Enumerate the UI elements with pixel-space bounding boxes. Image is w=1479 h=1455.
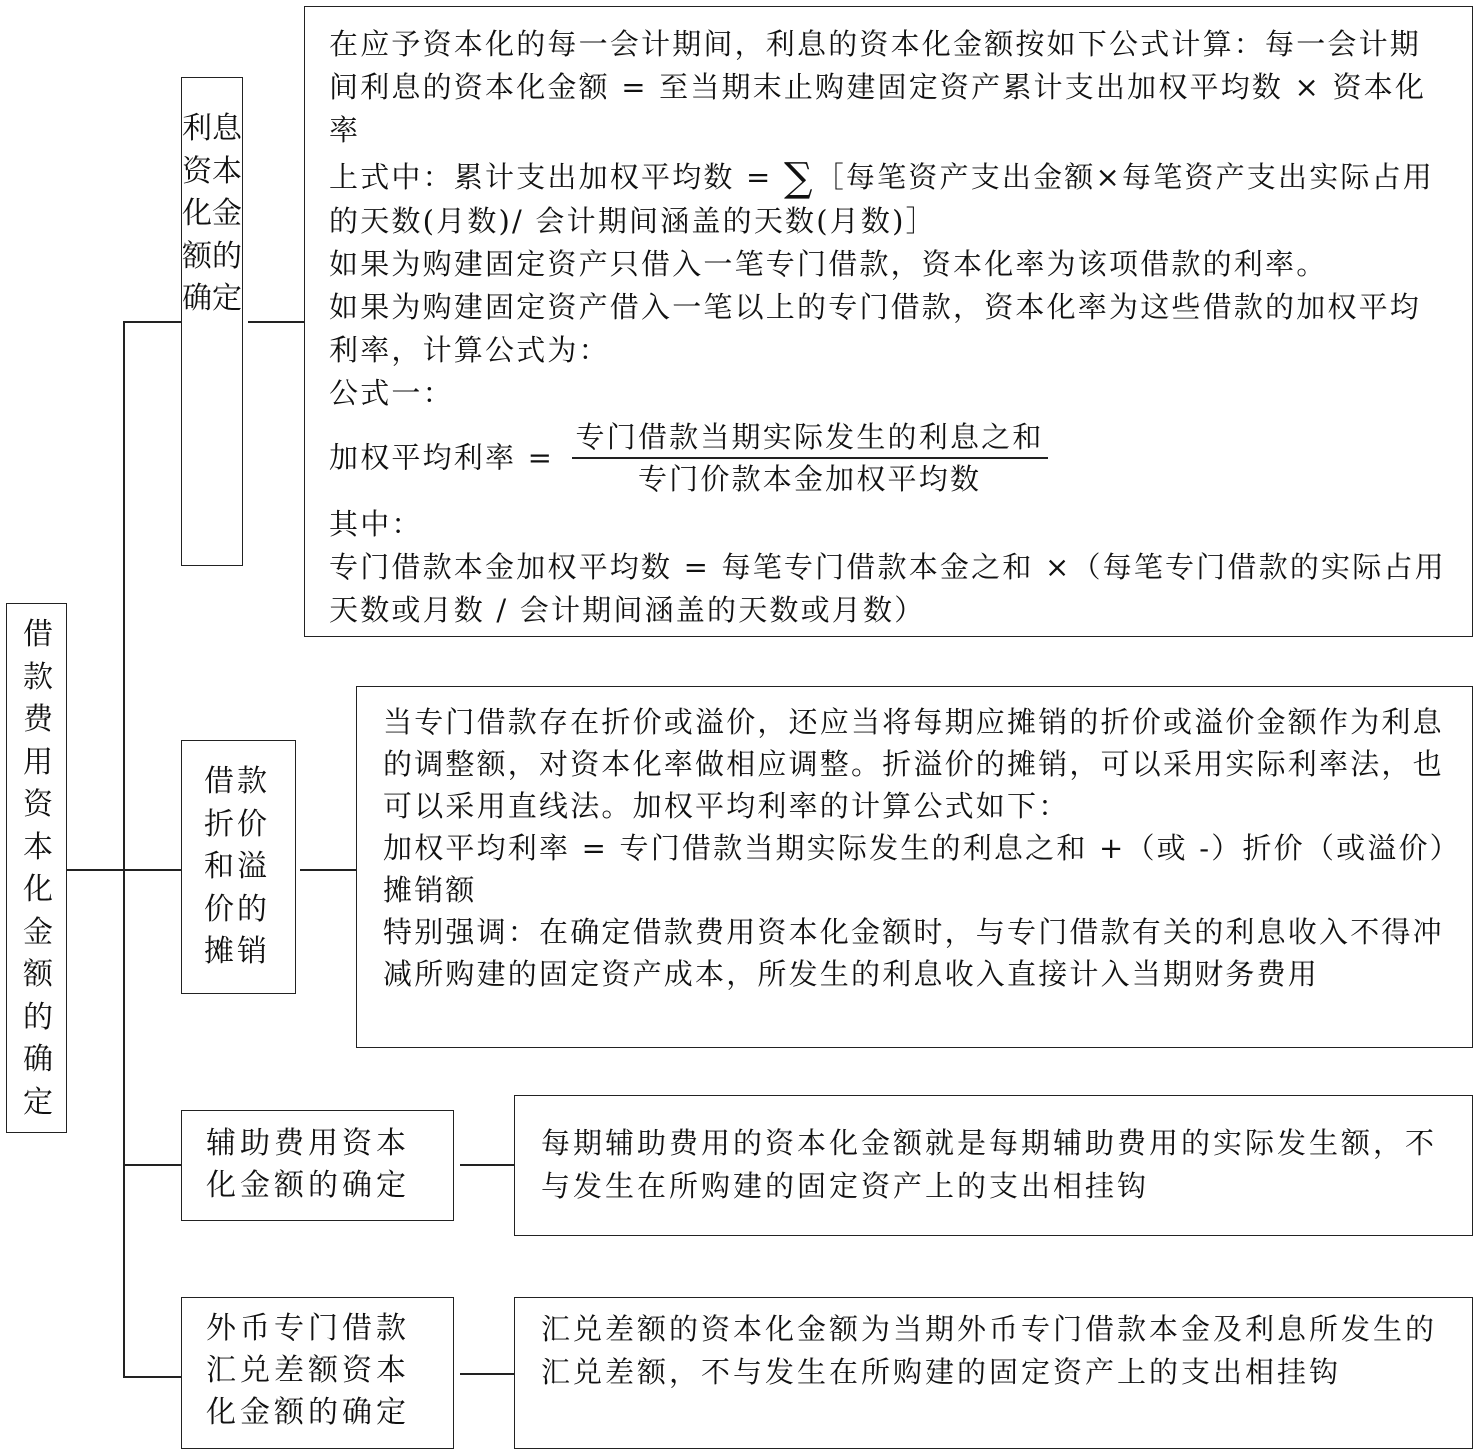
content-3-connector xyxy=(460,1164,514,1166)
single-loan-rate-text: 如果为购建固定资产只借入一笔专门借款，资本化率为该项借款的利率。 xyxy=(329,247,1328,281)
root-label: 借款费用资本化金额的确定 xyxy=(23,617,53,1120)
branch-interest-node xyxy=(181,77,243,566)
weighted-average-definition xyxy=(329,156,1449,243)
content-2-connector xyxy=(300,869,356,871)
content-foreign-text: 汇兑差额的资本化金额为当期外币专门借款本金及利息所发生的汇兑差额，不与发生在所购建的固定资产上的支出相挂钩 xyxy=(541,1312,1438,1389)
branch-foreign-label: 外币专门借款汇兑差额资本化金额的确定 xyxy=(206,1311,410,1430)
where-heading: 其中： xyxy=(329,507,423,541)
weighted-average-rest: ［每笔资产支出金额×每笔资产支出实际占用的天数(月数)/ 会计期间涵盖的天数(月数)］ xyxy=(329,160,1435,238)
branch-discount-label: 借款折价和溢价的摊销 xyxy=(204,764,270,969)
content-1-connector xyxy=(248,321,304,323)
weighted-rate-formula xyxy=(329,417,1449,499)
content-4-connector xyxy=(460,1373,514,1375)
formula-fraction xyxy=(572,417,1048,499)
content-discount-text xyxy=(383,701,1451,995)
principal-weighted-average-text: 专门借款本金加权平均数 = 每笔专门借款本金之和 ×（每笔专门借款的实际占用天数或月数 / 会计期间涵盖的天数或月数） xyxy=(329,550,1446,627)
formula-label: 加权平均利率 = xyxy=(329,440,566,475)
content-foreign-box xyxy=(514,1297,1473,1449)
root-node xyxy=(6,603,67,1133)
root-connector xyxy=(67,869,124,871)
discount-amortization-text: 当专门借款存在折价或溢价，还应当将每期应摊销的折价或溢价金额作为利息的调整额，对资本化率做相应调整。折溢价的摊销，可以采用实际利率法，也可以采用直线法。加权平均利率的计算公式如下： xyxy=(383,705,1444,823)
formula-denominator: 专门价款本金加权平均数 xyxy=(637,462,982,496)
branch-1-connector xyxy=(123,321,181,323)
branch-3-connector xyxy=(123,1164,181,1166)
branch-interest-label: 利息资本化金额的确定 xyxy=(182,111,242,316)
branch-4-connector xyxy=(123,1376,181,1378)
content-auxiliary-box xyxy=(514,1095,1473,1236)
branch-auxiliary-label: 辅助费用资本化金额的确定 xyxy=(206,1126,410,1203)
branch-2-connector xyxy=(123,869,181,871)
interest-formula-text: 在应予资本化的每一会计期间，利息的资本化金额按如下公式计算：每一会计期间利息的资本化金额 = 至当期末止购建固定资产累计支出加权平均数 × 资本化率 xyxy=(329,27,1427,147)
special-emphasis-text: 特别强调：在确定借款费用资本化金额时，与专门借款有关的利息收入不得冲减所购建的固定资产成本，所发生的利息收入直接计入当期财务费用 xyxy=(383,915,1444,991)
multi-loan-rate-text: 如果为购建固定资产借入一笔以上的专门借款，资本化率为这些借款的加权平均利率，计算公式为： xyxy=(329,290,1422,367)
branch-auxiliary-node xyxy=(181,1110,454,1221)
content-discount-box xyxy=(356,686,1473,1048)
branch-foreign-node xyxy=(181,1297,454,1449)
trunk-line xyxy=(123,321,125,1377)
adjusted-rate-formula: 加权平均利率 = 专门借款当期实际发生的利息之和 +（或 -）折价（或溢价）摊销额 xyxy=(383,831,1447,907)
branch-discount-node xyxy=(181,740,296,994)
weighted-average-prefix: 上式中：累计支出加权平均数 = xyxy=(329,160,784,194)
content-interest-text xyxy=(329,23,1449,632)
content-auxiliary-text: 每期辅助费用的资本化金额就是每期辅助费用的实际发生额，不与发生在所购建的固定资产上的支出相挂钩 xyxy=(541,1126,1438,1203)
formula-numerator: 专门借款当期实际发生的利息之和 xyxy=(572,417,1048,459)
sigma-symbol: ∑ xyxy=(783,155,815,201)
formula-one-heading: 公式一： xyxy=(329,376,454,410)
content-interest-box xyxy=(304,6,1473,637)
